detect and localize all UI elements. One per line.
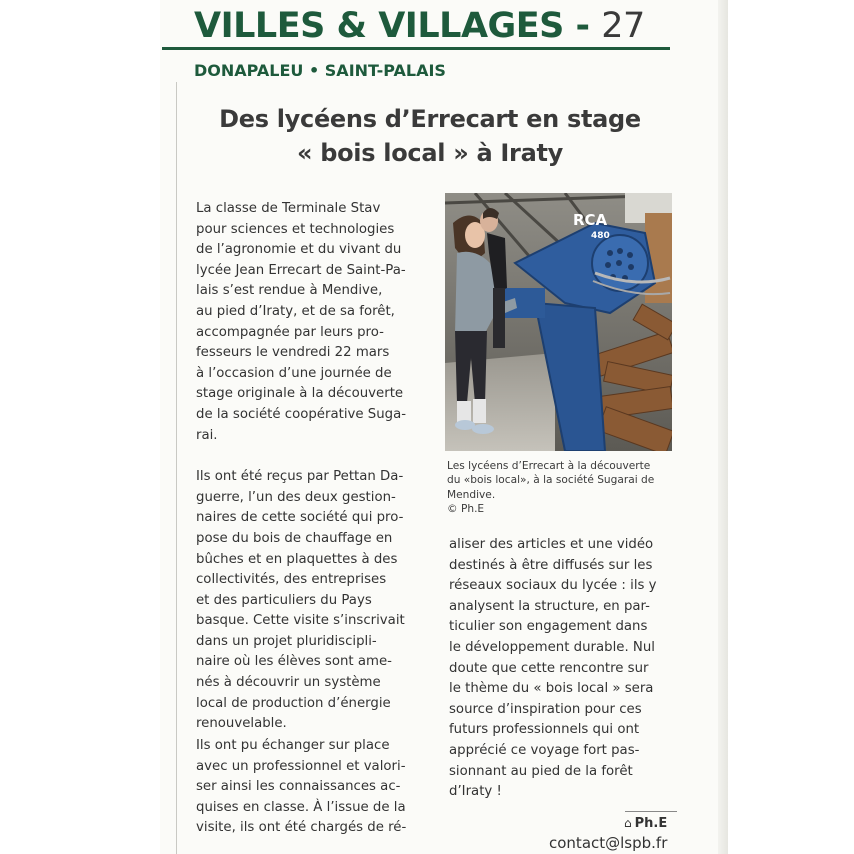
signature-rule: [625, 811, 677, 812]
header-rule: [162, 47, 670, 50]
author-initials: Ph.E: [634, 816, 668, 831]
page-edge-shadow: [718, 0, 728, 854]
page-number: 27: [601, 6, 645, 46]
location-kicker: DONAPALEU • SAINT-PALAIS: [194, 61, 446, 80]
article-paragraph-2: Ils ont été reçus par Pettan Da- guerre, l’un des deux gestion- naires de cette société qui pro- pose du bois de chauffage en bûches et en plaquettes à des collectivités, des entreprises et des particuliers du Pays basque. Cette visite s’inscrivait dans un projet pluridiscipli- naire où les élèves sont ame- nés à découvrir un système local de production d’énergie renouvelable.: [196, 469, 405, 732]
photo-illustration: [445, 193, 672, 451]
machine-brand-label: RCA: [573, 211, 608, 229]
article-paragraph-1: La classe de Terminale Stav pour sciences et technologies de l’agronomie et du vivant du lycée Jean Errecart de Saint-Pa- lais s’est rendue à Mendive, au pied d’Iraty, et de sa forêt, accompagnée par leurs pro- fesseurs le vendredi 22 mars à l’occasion d’une journée de stage originale à la découverte de la société coopérative Suga- rai.: [196, 201, 407, 443]
machine-model-label: 480: [591, 231, 610, 241]
section-header: [194, 6, 674, 52]
section-title: VILLES & VILLAGES -: [194, 6, 602, 46]
column-rule: [176, 82, 177, 854]
author-signature: [624, 816, 667, 831]
home-icon: ⌂: [624, 816, 632, 830]
article-column-left: [196, 199, 432, 735]
article-photo: [445, 193, 672, 451]
article-paragraph-4: aliser des articles et une vidéo destinés à être diffusés sur les réseaux sociaux du lycée : ils y analysent la structure, en par- ticulier son engagement dans le développement durable. Nul doute que cette rencontre sur le thème du « bois local » sera source d’inspiration pour ces futurs professionnels qui ont apprécié ce voyage fort pas- sionnant au pied de la forêt d’Iraty !: [449, 537, 657, 800]
article-paragraph-3: Ils ont pu échanger sur place avec un professionnel et valori- ser ainsi les connaissances ac- quises en classe. À l’issue de la visite, ils ont été chargés de ré-: [196, 738, 407, 836]
contact-email[interactable]: contact@lspb.fr: [549, 834, 668, 852]
photo-caption: Les lycéens d’Errecart à la découverte du «bois local», à la société Sugarai de Mendive. © Ph.E: [447, 460, 655, 516]
article-column-right: [449, 535, 675, 803]
article-headline: Des lycéens d’Errecart en stage « bois local » à Iraty: [219, 105, 641, 167]
article-column-left-bottom: [196, 736, 432, 839]
